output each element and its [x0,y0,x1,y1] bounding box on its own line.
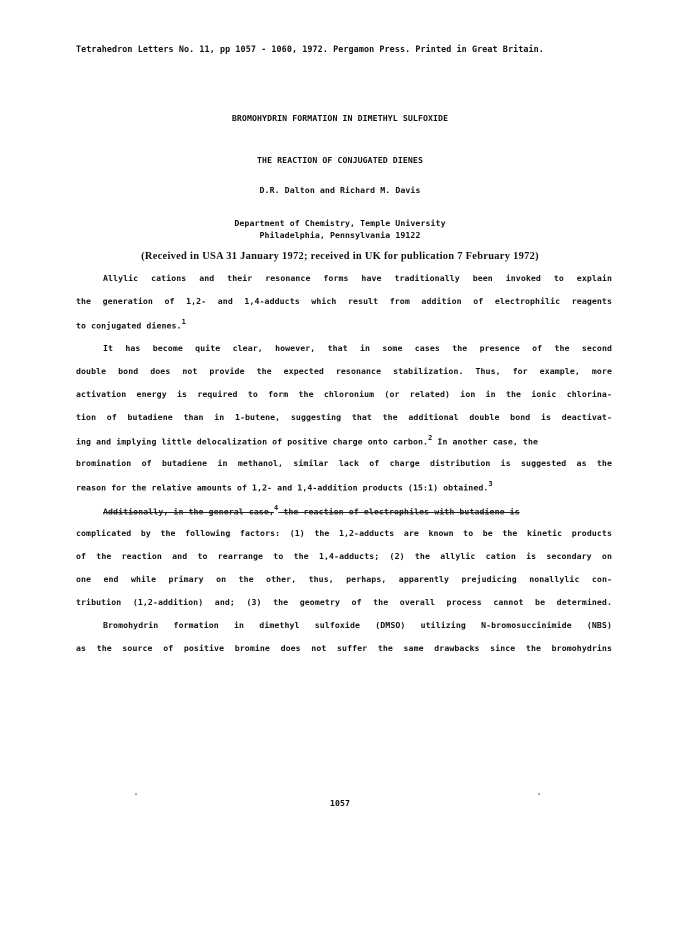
paragraph-line: Bromohydrin formation in dimethyl sulfoxide (DMSO) utilizing N-bromosuccinimide (NBS) [103,620,612,630]
paragraph-text: In another case, the [432,436,539,447]
received-dates: (Received in USA 31 January 1972; received in UK for publication 7 February 1972) [141,251,539,262]
affiliation-address: Philadelphia, Pennsylvania 19122 [259,230,421,240]
reference-marker: 2 [428,434,433,442]
paragraph-line: as the source of positive bromine does not suffer the same drawbacks since the bromohydrins [76,643,612,653]
article-title: BROMOHYDRIN FORMATION IN DIMETHYL SULFOXIDE [231,113,449,123]
reference-marker: 4 [274,504,279,512]
scan-speck [538,793,540,795]
paragraph-line: tion of butadiene than in 1-butene, suggesting that the additional double bond is deactivat- [76,412,612,422]
paragraph-line: tribution (1,2-addition) and; (3) the geometry of the overall process cannot be determined. [76,597,612,607]
reference-marker: 3 [488,480,493,488]
paragraph-line: double bond does not provide the expected resonance stabilization. Thus, for example, more [76,366,612,376]
paragraph-line: It has become quite clear, however, that in some cases the presence of the second [103,343,612,353]
paragraph-text: ing and implying little delocalization of positive charge onto carbon. [76,436,429,447]
paragraph-text: reason for the relative amounts of 1,2- and 1,4-addition products (15:1) obtained. [76,482,489,493]
paragraph-text: the reaction of electrophiles with butadiene is [278,506,520,517]
page-number: 1057 [329,798,351,808]
paragraph-line [76,319,612,331]
authors: D.R. Dalton and Richard M. Davis [259,185,421,195]
scan-speck [135,793,137,795]
paragraph-line: bromination of butadiene in methanol, similar lack of charge distribution is suggested as the [76,458,612,468]
paragraph-line: complicated by the following factors: (1) the 1,2-adducts are known to be the kinetic products [76,528,612,538]
reference-marker: 1 [181,318,186,326]
paragraph-line: the generation of 1,2- and 1,4-adducts which result from addition of electrophilic reagents [76,296,612,306]
paragraph-line: activation energy is required to form the chloronium (or related) ion in the ionic chlorina- [76,389,612,399]
paragraph-line: one end while primary on the other, thus, perhaps, apparently prejudicing nonallylic con- [76,574,612,584]
paragraph-text: Additionally, in the general case, [103,506,274,517]
paragraph-line: Allylic cations and their resonance forms have traditionally been invoked to explain [103,273,612,283]
article-subtitle: THE REACTION OF CONJUGATED DIENES [257,155,423,165]
paragraph-line: of the reaction and to rearrange to the 1,4-adducts; (2) the allylic cation is secondary on [76,551,612,561]
paragraph-line [76,435,612,447]
paragraph-text: to conjugated dienes. [76,320,182,331]
journal-citation: Tetrahedron Letters No. 11, pp 1057 - 1060, 1972. Pergamon Press. Printed in Great Britain. [76,44,544,54]
paragraph-line [76,481,612,493]
paragraph-line [76,505,612,517]
affiliation-department: Department of Chemistry, Temple University [234,218,446,228]
